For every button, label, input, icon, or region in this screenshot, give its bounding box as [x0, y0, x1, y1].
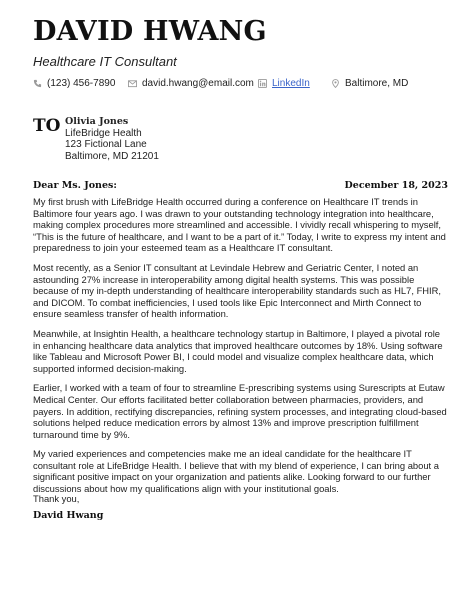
contact-linkedin — [258, 78, 310, 89]
recipient-address — [65, 116, 159, 162]
recipient-company: LifeBridge Health — [65, 127, 142, 139]
contact-row — [33, 78, 453, 94]
phone-icon — [33, 79, 42, 88]
applicant-title: Healthcare IT Consultant — [33, 54, 177, 69]
closing: Thank you, — [33, 493, 80, 504]
body-paragraph: Meanwhile, at Insightin Health, a healthcare technology startup in Baltimore, I played a pivotal role in enhancing healthcare data analytics that improved healthcare outcomes by 18%. Using software like Tableau and Microsoft Power BI, I could model and visualize complex healthcare data, which supported informed decision-making. — [33, 327, 443, 374]
location-pin-icon — [331, 79, 340, 88]
to-label: TO — [33, 116, 61, 136]
contact-phone — [33, 78, 115, 89]
recipient-block — [33, 116, 333, 166]
signature: David Hwang — [33, 510, 104, 521]
recipient-city: Baltimore, MD 21201 — [65, 150, 159, 162]
body-paragraph: Most recently, as a Senior IT consultant at Levindale Hebrew and Geriatric Center, I noted an astounding 27% increase in interoperability among digital health systems. This was possible because of my in-depth understanding of healthcare interoperability standards such as HL7, FHIR, and DICOM. To combat inefficiencies, I used tools like Epic Interconnect and Mirth Connect to ensure seamless transfer of health information. — [33, 261, 442, 320]
recipient-name: Olivia Jones — [65, 116, 129, 127]
linkedin-icon — [258, 79, 267, 88]
email-icon — [128, 79, 137, 88]
body-paragraph: My varied experiences and competencies make me an ideal candidate for the healthcare IT consultant role at LifeBridge Health. I believe that with my blend of experience, I can bring about a significant positive impact on your organization and patients alike. Looking forward to our further discussions about how my qualifications align with your institutional goals. — [33, 448, 439, 495]
salutation-row — [33, 180, 448, 192]
contact-location — [331, 78, 408, 89]
body-paragraph: My first brush with LifeBridge Health occurred during a conference on Healthcare IT trends in Baltimore four years ago. I was drawn to your outstanding technology integration into healthcare, making complex procedures more streamlined and accessible. I vividly recall whispering to myself, “This is the future of healthcare, and I want to be a part of it.” Today, I write to express my intent and preparedness to join your esteemed team as a Healthcare IT consultant. — [33, 196, 446, 254]
letter-body — [33, 196, 449, 503]
body-paragraph: Earlier, I worked with a team of four to streamline E-prescribing systems using Surescripts at Eutaw Medical Center. Our efforts facilitated better collaboration between pharmacies, providers, and payers. In addition, rectifying discrepancies, refining system processes, and integrating cloud-based solutions helped reduce medication errors by almost 13% and improve prescription fulfillment turnaround time by 9%. — [33, 382, 447, 440]
phone-text: (123) 456-7890 — [47, 78, 116, 89]
salutation: Dear Ms. Jones: — [33, 180, 117, 191]
location-text: Baltimore, MD — [345, 78, 409, 89]
email-text: david.hwang@email.com — [142, 78, 254, 89]
contact-email — [128, 78, 254, 89]
applicant-name: DAVID HWANG — [33, 16, 267, 47]
letter-date: December 18, 2023 — [344, 180, 448, 191]
recipient-street: 123 Fictional Lane — [65, 139, 147, 150]
linkedin-link[interactable]: LinkedIn — [272, 78, 310, 89]
